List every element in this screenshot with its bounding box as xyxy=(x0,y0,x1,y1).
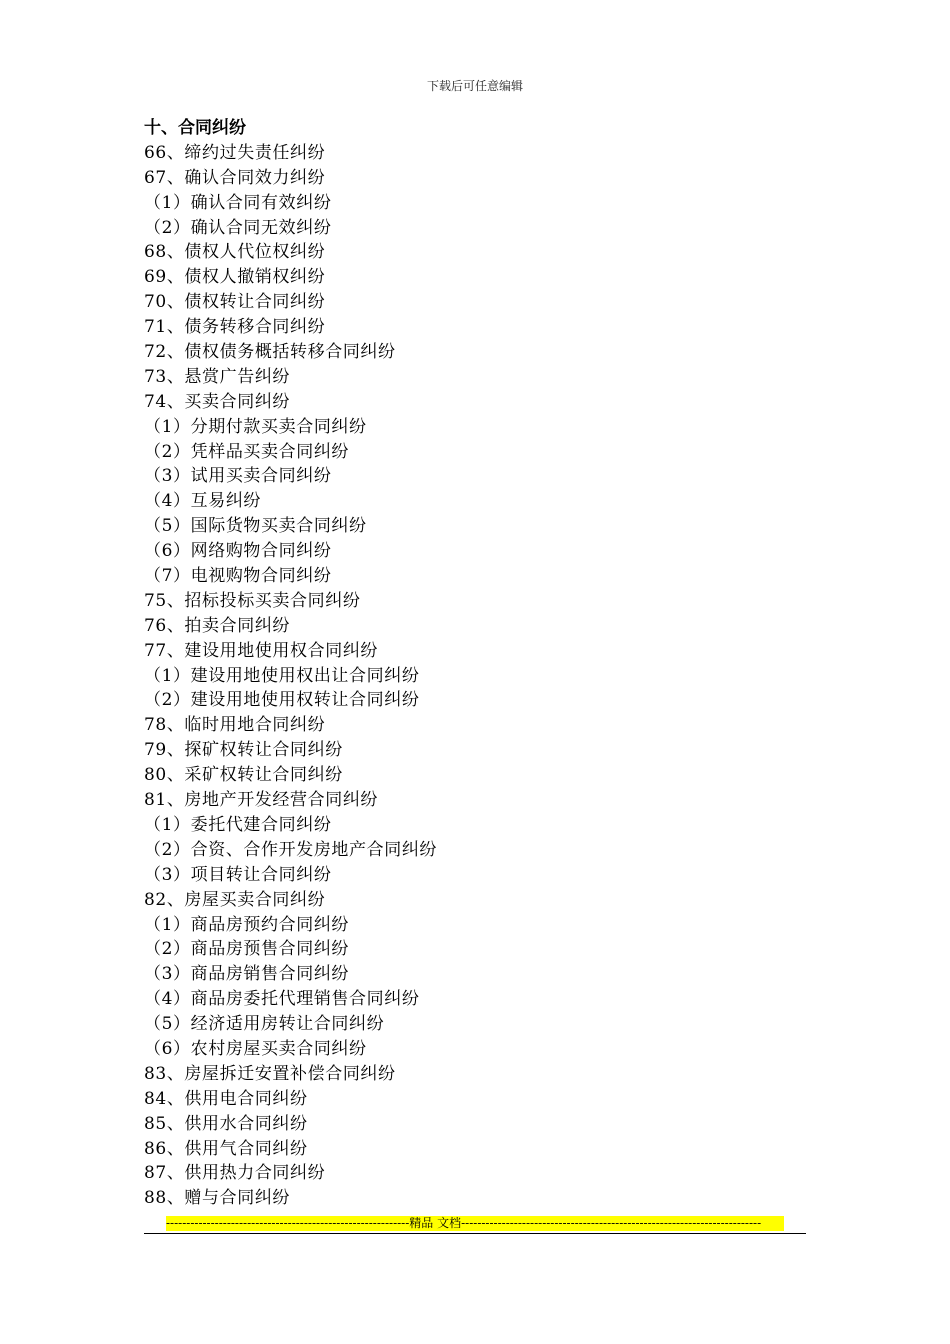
list-item: 80、采矿权转让合同纠纷 xyxy=(144,765,343,786)
list-item: 67、确认合同效力纠纷 xyxy=(144,167,326,188)
list-item: 82、房屋买卖合同纠纷 xyxy=(144,889,326,910)
list-item: （3）商品房销售合同纠纷 xyxy=(144,964,350,985)
list-item: （2）合资、合作开发房地产合同纠纷 xyxy=(144,839,438,860)
list-item: （2）建设用地使用权转让合同纠纷 xyxy=(144,690,420,711)
section-title: 十、合同纠纷 xyxy=(144,118,246,138)
list-item: （3）项目转让合同纠纷 xyxy=(144,864,332,885)
list-item: （1）确认合同有效纠纷 xyxy=(144,192,332,213)
list-item: 78、临时用地合同纠纷 xyxy=(144,715,326,736)
list-item: 79、探矿权转让合同纠纷 xyxy=(144,740,343,761)
footer-banner: ------------------------------------------------------------精品 文档-------------------------------------------------------------------------- xyxy=(166,1216,784,1231)
page-header-note: 下载后可任意编辑 xyxy=(426,79,523,93)
list-item: （2）凭样品买卖合同纠纷 xyxy=(144,441,350,462)
list-item: （2）商品房预售合同纠纷 xyxy=(144,939,350,960)
list-item: 77、建设用地使用权合同纠纷 xyxy=(144,640,379,661)
list-item: 84、供用电合同纠纷 xyxy=(144,1088,308,1109)
list-item: 71、债务转移合同纠纷 xyxy=(144,317,326,338)
list-item: （6）网络购物合同纠纷 xyxy=(144,541,332,562)
list-item: （2）确认合同无效纠纷 xyxy=(144,217,332,238)
list-item: （5）经济适用房转让合同纠纷 xyxy=(144,1014,385,1035)
list-item: 73、悬赏广告纠纷 xyxy=(144,366,291,387)
list-item: 70、债权转让合同纠纷 xyxy=(144,292,326,313)
list-item: （4）互易纠纷 xyxy=(144,491,262,512)
list-item: 81、房地产开发经营合同纠纷 xyxy=(144,790,379,811)
list-item: 88、赠与合同纠纷 xyxy=(144,1188,291,1209)
document-body xyxy=(144,116,824,1211)
footer-rule xyxy=(144,1233,806,1234)
list-item: （1）建设用地使用权出让合同纠纷 xyxy=(144,665,420,686)
list-item: （6）农村房屋买卖合同纠纷 xyxy=(144,1038,367,1059)
list-item: （7）电视购物合同纠纷 xyxy=(144,566,332,587)
list-item: （1）委托代建合同纠纷 xyxy=(144,814,332,835)
list-item: 75、招标投标买卖合同纠纷 xyxy=(144,590,361,611)
list-item: 85、供用水合同纠纷 xyxy=(144,1113,308,1134)
list-item: （4）商品房委托代理销售合同纠纷 xyxy=(144,989,420,1010)
list-item: 87、供用热力合同纠纷 xyxy=(144,1163,326,1184)
list-item: （1）商品房预约合同纠纷 xyxy=(144,914,350,935)
list-item: 74、买卖合同纠纷 xyxy=(144,391,291,412)
list-item: 76、拍卖合同纠纷 xyxy=(144,615,291,636)
list-item: 86、供用气合同纠纷 xyxy=(144,1138,308,1159)
list-item: （1）分期付款买卖合同纠纷 xyxy=(144,416,367,437)
list-item: 83、房屋拆迁安置补偿合同纠纷 xyxy=(144,1063,396,1084)
list-item: （3）试用买卖合同纠纷 xyxy=(144,466,332,487)
list-item: 72、债权债务概括转移合同纠纷 xyxy=(144,342,396,363)
list-item: （5）国际货物买卖合同纠纷 xyxy=(144,516,367,537)
list-item: 68、债权人代位权纠纷 xyxy=(144,242,326,263)
list-item: 69、债权人撤销权纠纷 xyxy=(144,267,326,288)
list-item: 66、缔约过失责任纠纷 xyxy=(144,142,326,163)
item-list xyxy=(144,141,824,1211)
